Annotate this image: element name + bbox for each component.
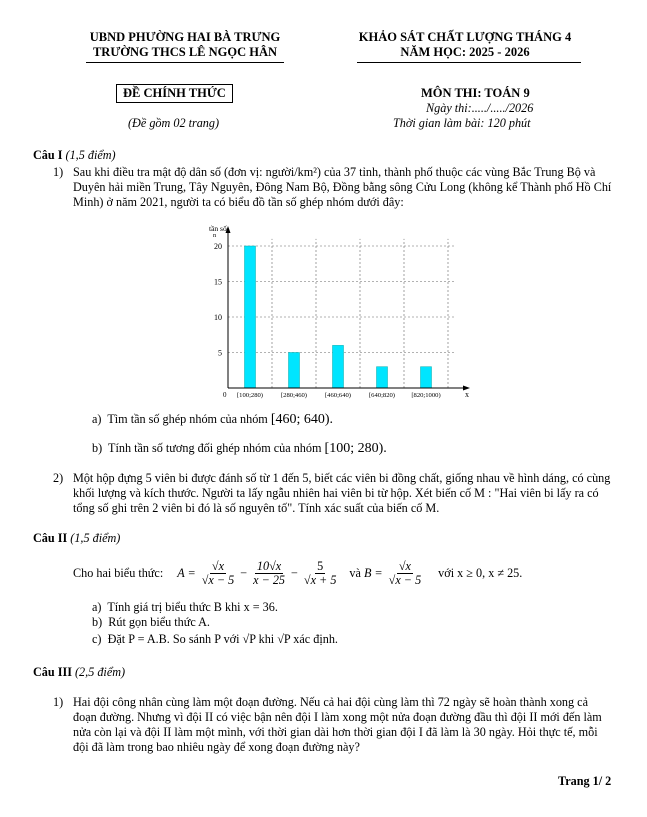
- y-axis-label: tần số: [209, 224, 227, 233]
- bar: [377, 367, 388, 388]
- bar: [421, 367, 432, 388]
- q2-item-a: [92, 600, 278, 615]
- q1-part1-number: 1): [53, 165, 64, 179]
- school-year: NĂM HỌC: 2025 - 2026: [400, 45, 530, 59]
- exam-date: Ngày thi:...../...../2026: [426, 101, 534, 115]
- q2-item-b: [92, 615, 210, 630]
- header-right: [345, 30, 585, 60]
- q2-b-label: b): [92, 615, 103, 629]
- authority-name: UBND PHƯỜNG HAI BÀ TRƯNG: [89, 30, 281, 44]
- A-term3-fraction: [302, 560, 339, 587]
- y-tick-label: 20: [214, 242, 222, 251]
- question-3-points: (2,5 điểm): [75, 665, 126, 679]
- header-right-underline: [357, 62, 581, 63]
- A-term1-fraction: [200, 560, 237, 587]
- x-tick-label: [460;640): [324, 392, 352, 399]
- A-term1-num: √x: [211, 559, 225, 573]
- header-left: [70, 30, 300, 60]
- A-term2-den: x − 25: [253, 573, 286, 587]
- A-term2-fraction: [251, 560, 287, 587]
- q1-a-label: a): [92, 412, 102, 426]
- A-term3-num: 5: [317, 559, 324, 573]
- q2-c-label: c): [92, 632, 102, 646]
- subject-label: MÔN THI: TOÁN 9: [421, 86, 530, 100]
- origin-label: 0: [223, 391, 227, 399]
- x-axis-label: x: [465, 390, 469, 399]
- exam-duration: Thời gian làm bài: 120 phút: [393, 116, 531, 130]
- bar: [289, 353, 300, 389]
- B-num: √x: [398, 559, 411, 573]
- x-tick-label: [640;820): [368, 392, 396, 399]
- q1-a-text: Tìm tần số ghép nhóm của nhóm: [107, 412, 268, 426]
- bar: [333, 345, 344, 388]
- q2-item-c: [92, 632, 338, 647]
- q1-item-a: [92, 412, 333, 428]
- q2-a-text: Tính giá trị biểu thức B khi x = 36.: [107, 600, 278, 614]
- y-tick-label: 10: [214, 313, 222, 322]
- q1-part2-text: Một hộp đựng 5 viên bi được đánh số từ 1 đến 5, biết các viên bi đồng chất, giống nhau về hình dáng, có cùng khối lượng và kích thước. Người ta lấy ngẫu nhiên hai viên bi từ hộp. Xét biến cố M : "Hai viên bi lấy ra có tổng số ghi trên 2 viên bi đó là số nguyên tố". Tính xác suất của biến cố M.: [73, 471, 611, 515]
- q3-part1-number: 1): [53, 695, 64, 709]
- question-1-points: (1,5 điểm): [65, 148, 116, 162]
- pages-note: (Đề gồm 02 trang): [128, 116, 220, 130]
- q2-expressions: [73, 560, 522, 587]
- q1-part2-number: 2): [53, 471, 64, 485]
- bar: [245, 246, 256, 388]
- question-2-title: Câu II: [33, 531, 68, 545]
- A-minus-2: −: [291, 566, 298, 580]
- y-tick-label: 15: [214, 277, 222, 287]
- official-badge: ĐỀ CHÍNH THỨC: [116, 84, 233, 103]
- school-name: TRƯỜNG THCS LÊ NGỌC HÂN: [92, 45, 278, 59]
- y-axis-sublabel: n: [213, 232, 217, 239]
- q2-intro: Cho hai biểu thức:: [73, 566, 164, 580]
- q1-b-interval: [100; 280).: [324, 441, 387, 456]
- question-2-points: (1,5 điểm): [70, 531, 121, 545]
- q2-a-label: a): [92, 600, 102, 614]
- A-term1-den: √x − 5: [201, 573, 235, 587]
- exam-title: KHẢO SÁT CHẤT LƯỢNG THÁNG 4: [358, 30, 572, 44]
- frequency-histogram: [195, 222, 485, 402]
- A-term3-den: √x + 5: [303, 573, 337, 587]
- x-tick-label: [820;1000): [411, 392, 441, 399]
- and-word: và: [349, 566, 361, 580]
- A-minus-1: −: [240, 566, 248, 580]
- B-lhs: B =: [363, 566, 383, 580]
- question-3-heading: [33, 665, 125, 680]
- y-tick-labels: [214, 242, 222, 358]
- x-tick-labels: [237, 392, 441, 399]
- question-2-heading: [33, 531, 120, 546]
- question-1-heading: [33, 148, 116, 163]
- q2-b-text: Rút gọn biểu thức A.: [108, 615, 210, 629]
- domain-condition: với x ≥ 0, x ≠ 25.: [438, 566, 523, 580]
- q1-item-b: [92, 441, 387, 457]
- question-1-title: Câu I: [33, 148, 63, 162]
- A-term2-num: 10√x: [256, 559, 282, 573]
- B-fraction: [387, 560, 424, 587]
- x-tick-label: [280;460): [280, 392, 308, 399]
- q1-part1-text: Sau khi điều tra mật độ dân số (đơn vị: người/km²) của 37 tỉnh, thành phố thuộc các vùng Bắc Trung Bộ và Duyên hải miền Trung, Tây Nguyên, Đông Nam Bộ, Đồng bằng sông Cửu Long (không kể Thành phố Hồ Chí Minh) ở năm 2021, người ta có biểu đồ tần số ghép nhóm dưới đây:: [73, 165, 612, 209]
- B-den: √x − 5: [388, 573, 422, 587]
- q3-part1-text: Hai đội công nhân cùng làm một đoạn đường. Nếu cả hai đội cùng làm thì 72 ngày sẽ hoàn thành xong cả đoạn đường. Nhưng vì đội II có việc bận nên đội I làm xong một nửa đoạn đường đầu thì đội II mới đến làm nửa còn lại và đội II làm một mình, với thời gian dài hơn thời gian đội I đã làm là 30 ngày. Hỏi thực tế, mỗi đội đã làm trong bao nhiêu ngày để xong đoạn đường này?: [73, 695, 602, 754]
- page-number: Trang 1/ 2: [558, 774, 612, 788]
- q2-c-text: Đặt P = A.B. So sánh P với √P khi √P xác định.: [107, 632, 338, 646]
- header-left-underline: [86, 62, 284, 63]
- q1-a-interval: [460; 640).: [270, 412, 334, 427]
- q1-b-text: Tính tần số tương đối ghép nhóm của nhóm: [108, 441, 322, 455]
- A-lhs: A =: [177, 566, 196, 580]
- x-tick-label: [100;280): [236, 392, 264, 399]
- q1-b-label: b): [92, 441, 103, 455]
- y-tick-label: 5: [218, 348, 222, 358]
- question-3-title: Câu III: [33, 665, 72, 679]
